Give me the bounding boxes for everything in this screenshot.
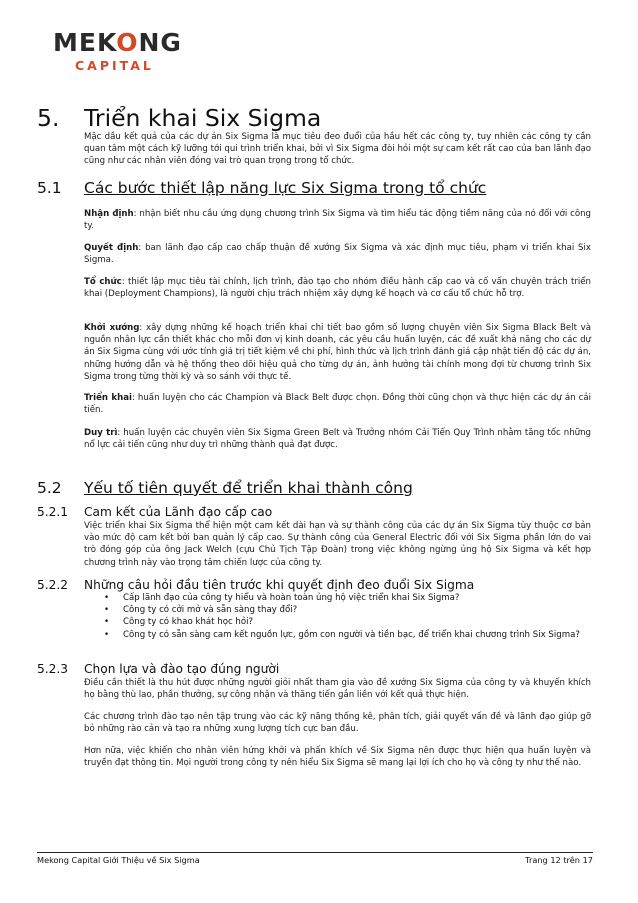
footer-document-title: Mekong Capital Giới Thiệu về Six Sigma bbox=[37, 855, 200, 865]
bullet-icon: • bbox=[104, 629, 110, 640]
section-5-intro: Mặc dầu kết quả của các dự án Six Sigma là mục tiêu đeo đuổi của hầu hết các công ty, tuy nhiên các công ty cần quan tâm một cách kỹ lưỡng tới qui trình triển khai, bởi vì Six Sigma đòi hỏi một sự cam kết rất cao của ban lãnh đạo cũng như các nhân viên đóng vai trò quan trọng trong tổ chức. bbox=[84, 132, 591, 167]
logo-wordmark: MEKONG bbox=[53, 28, 182, 57]
step-item: Duy trì: huấn luyện các chuyên viên Six Sigma Green Belt và Trưởng nhóm Cải Tiến Quy Trình nhằm tăng tốc những nổ lực cải tiến cũng như duy trì những thành quả đạt được. bbox=[84, 428, 592, 451]
section-5-heading: 5. Triển khai Six Sigma bbox=[37, 104, 322, 132]
step-item: Khởi xướng: xây dựng những kế hoạch triển khai chi tiết bao gồm số lượng chuyên viên Six Sigma Black Belt và nguồn nhân lực cần thiết khác cho mỗi đơn vị kinh doanh, các yêu cầu huấn luyện, các đề xuất khả năng cho các dự án Six Sigma cùng với ước tính giá trị tiết kiệm về chi phí, hình thức và lịch trình đánh giá cập nhật tiến độ các dự án, những hướng dẫn và hệ thống theo dõi hiệu quả cho từng dự án, ảnh hưởng tài chính mong đợi từ chương trình Six Sigma trong từng thời kỳ và so sánh với thực tế. bbox=[84, 323, 591, 382]
bullet-icon: • bbox=[104, 617, 110, 628]
logo-subtitle: CAPITAL bbox=[75, 58, 154, 73]
section-5-2-1-text: Việc triển khai Six Sigma thể hiện một cam kết dài hạn và sự thành công của các dự án Six Sigma tùy thuộc cơ bản vào mức độ cam kết bởi ban quản lý cấp cao. Sự thành công của General Electric đối với Six Sigma phần lớn do vai trò đóng góp của ông Jack Welch (cựu Chủ Tịch Tập Đoàn) trong việc không ngừng ủng hộ Six Sigma và kết hợp chương trình này vào trọng tâm chiến lược của công ty. bbox=[84, 521, 591, 568]
section-5-2-3-para: Hơn nữa, việc khiến cho nhân viên hứng khởi và phấn khích về Six Sigma nên được thực hiện qua huấn luyện và truyền đạt thông tin. Mọi người trong công ty nên hiểu Six Sigma sẽ mang lại lợi ích cho họ và công ty như thế nào. bbox=[84, 746, 591, 769]
section-5-2-heading: 5.2 Yếu tố tiên quyết để triển khai thành công bbox=[37, 479, 413, 497]
section-5-2-1-heading: 5.2.1 Cam kết của Lãnh đạo cấp cao bbox=[37, 505, 273, 519]
step-item: Nhận định: nhận biết nhu cầu ứng dụng chương trình Six Sigma và tìm hiểu tác động tiềm năng của nó đối với công ty. bbox=[84, 209, 591, 232]
list-item: • Công ty có sẵn sàng cam kết nguồn lực, gồm con người và tiền bạc, để triển khai chương trình Six Sigma? bbox=[104, 629, 580, 640]
list-item: • Cấp lãnh đạo của công ty hiểu và hoàn toàn ủng hộ việc triển khai Six Sigma? bbox=[104, 593, 460, 603]
list-item: • Công ty có cởi mở và sẵn sàng thay đổi? bbox=[104, 605, 298, 616]
section-5-2-2-heading: 5.2.2 Những câu hỏi đầu tiên trước khi quyết định đeo đuổi Six Sigma bbox=[37, 578, 475, 592]
question-list bbox=[84, 592, 591, 641]
section-5-2-3-para: Các chương trình đào tạo nên tập trung vào các kỹ năng thống kê, phân tích, giải quyết vấn đề và lãnh đạo giúp gỡ bỏ những rào cản và tạo ra những xung lượng tích cực ban đầu. bbox=[84, 712, 591, 735]
bullet-icon: • bbox=[104, 593, 110, 603]
step-item: Triển khai: huấn luyện cho các Champion và Black Belt được chọn. Đồng thời cũng chọn và thực hiện các dự án cải tiến. bbox=[84, 393, 591, 416]
footer-divider bbox=[37, 852, 593, 853]
section-5-1-heading: 5.1 Các bước thiết lập năng lực Six Sigma trong tổ chức bbox=[37, 179, 487, 197]
bullet-icon: • bbox=[104, 605, 110, 616]
footer-page-number: Trang 12 trên 17 bbox=[525, 855, 593, 865]
step-item: Tổ chức: thiết lập mục tiêu tài chính, lịch trình, đào tạo cho nhóm điều hành cấp cao và cố vấn chuyên trách triển khai (Deployment Champions), là người chịu trách nhiệm xây dựng kế hoạch và cơ cấu tổ chức hỗ trợ. bbox=[84, 277, 592, 300]
section-5-2-3-para: Điều cần thiết là thu hút được những người giỏi nhất tham gia vào đề xướng Six Sigma của công ty và khuyến khích họ bằng thù lao, phần thưởng, sự công nhận và thăng tiến gắn liền với kết quả thực hiện. bbox=[84, 678, 591, 701]
section-5-2-3-heading: 5.2.3 Chọn lựa và đào tạo đúng người bbox=[37, 662, 280, 676]
list-item: • Công ty có khao khát học hỏi? bbox=[104, 617, 254, 628]
company-logo bbox=[53, 28, 182, 80]
step-item: Quyết định: ban lãnh đạo cấp cao chấp thuận đề xướng Six Sigma và xác định mục tiêu, phạm vi triển khai Six Sigma. bbox=[84, 243, 591, 266]
